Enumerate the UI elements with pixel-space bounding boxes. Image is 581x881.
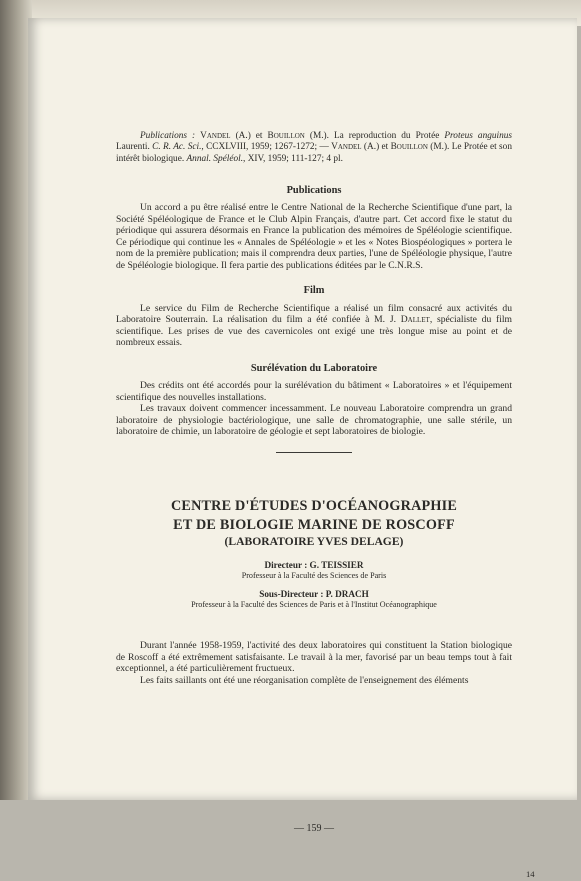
centre-subtitle: (LABORATOIRE YVES DELAGE) <box>224 534 404 548</box>
page-content <box>116 131 535 879</box>
centre-title: CENTRE D'ÉTUDES D'OCÉANOGRAPHIE ET DE BIOLOGIE MARINE DE ROSCOFF <box>170 497 458 533</box>
section-heading-surelevation: Surélévation du Laboratoire <box>250 362 378 374</box>
section-heading-film: Film <box>303 285 325 297</box>
section-text-film: Le service du Film de Recherche Scientifique a réalisé un film consacré aux activités du Laboratoire Souterrain. La réalisation du film a été confiée à M. J. Dallet, spécialiste du film scientifique. Les prises de vue des cavernicoles ont exigé une très longue mise au point et de nombreux essais. <box>116 302 512 349</box>
subdirector-role: Sous-Directeur : P. DRACH <box>259 589 369 600</box>
document-page <box>28 18 577 879</box>
publications-references: Publications : Vandel (A.) et Bouillon (M.). La reproduction du Protée Proteus anguinus Laurenti. C. R. Ac. Sci., CCXLVIII, 1959; 1267-1272; — Vandel (A.) et Bouillon (M.). Le Protée et son intérêt biologique. Annal. Spéléol., XIV, 1959; 111-127; 4 pl. <box>116 131 513 164</box>
subdirector-affiliation: Professeur à la Faculté des Sciences de Paris et à l'Institut Océanographique <box>191 600 437 610</box>
director-role: Directeur : G. TEISSIER <box>264 560 364 571</box>
section-text-publications: Un accord a pu être réalisé entre le Centre National de la Recherche Scientifique d'une part, la Société Spéléologique de France et le Club Alpin Français, d'autre part. Cet accord fixe le statut du périodique qui assurera désormais en France la publication des mémoires de Spéléologie scientifique. Ce périodique qui continue les « Annales de Spéléologie » et les « Notes Biospéologiques » portera le nom de la première publication; mais il comprendra deux parties, l'une de Spéléologie physique, l'autre de Spéléologie biologique. Il fera partie des publications éditées par le C.N.R.S. <box>116 202 512 271</box>
centre-text-2: Les faits saillants ont été une réorganisation complète de l'enseignement des éléments <box>140 674 469 686</box>
section-text-surelevation-2: Les travaux doivent commencer incessamment. Le nouveau Laboratoire comprendra un grand laboratoire de physiologie bactériologique, une salle de chromatographie, une salle stérile, un laboratoire de chimie, un laboratoire de géologie et sept laboratoires de biologie. <box>116 403 512 438</box>
director-affiliation: Professeur à la Faculté des Sciences de Paris <box>241 571 387 581</box>
corner-number: 14 <box>526 869 535 879</box>
section-text-surelevation-1: Des crédits ont été accordés pour la surélévation du bâtiment « Laboratoires » et l'équipement scientifique des nouvelles installations. <box>116 380 512 403</box>
page-number: — 159 — <box>294 823 334 834</box>
staff-list <box>116 560 512 610</box>
section-heading-publications: Publications <box>286 184 342 196</box>
section-divider <box>276 452 352 453</box>
centre-text-1: Durant l'année 1958-1959, l'activité des deux laboratoires qui constituent la Station biologique de Roscoff a été extrêmement satisfaisante. Le travail à la mer, favorisé par un beau temps tout à fait exceptionnel, a été particulièrement fructueux. <box>116 640 512 675</box>
